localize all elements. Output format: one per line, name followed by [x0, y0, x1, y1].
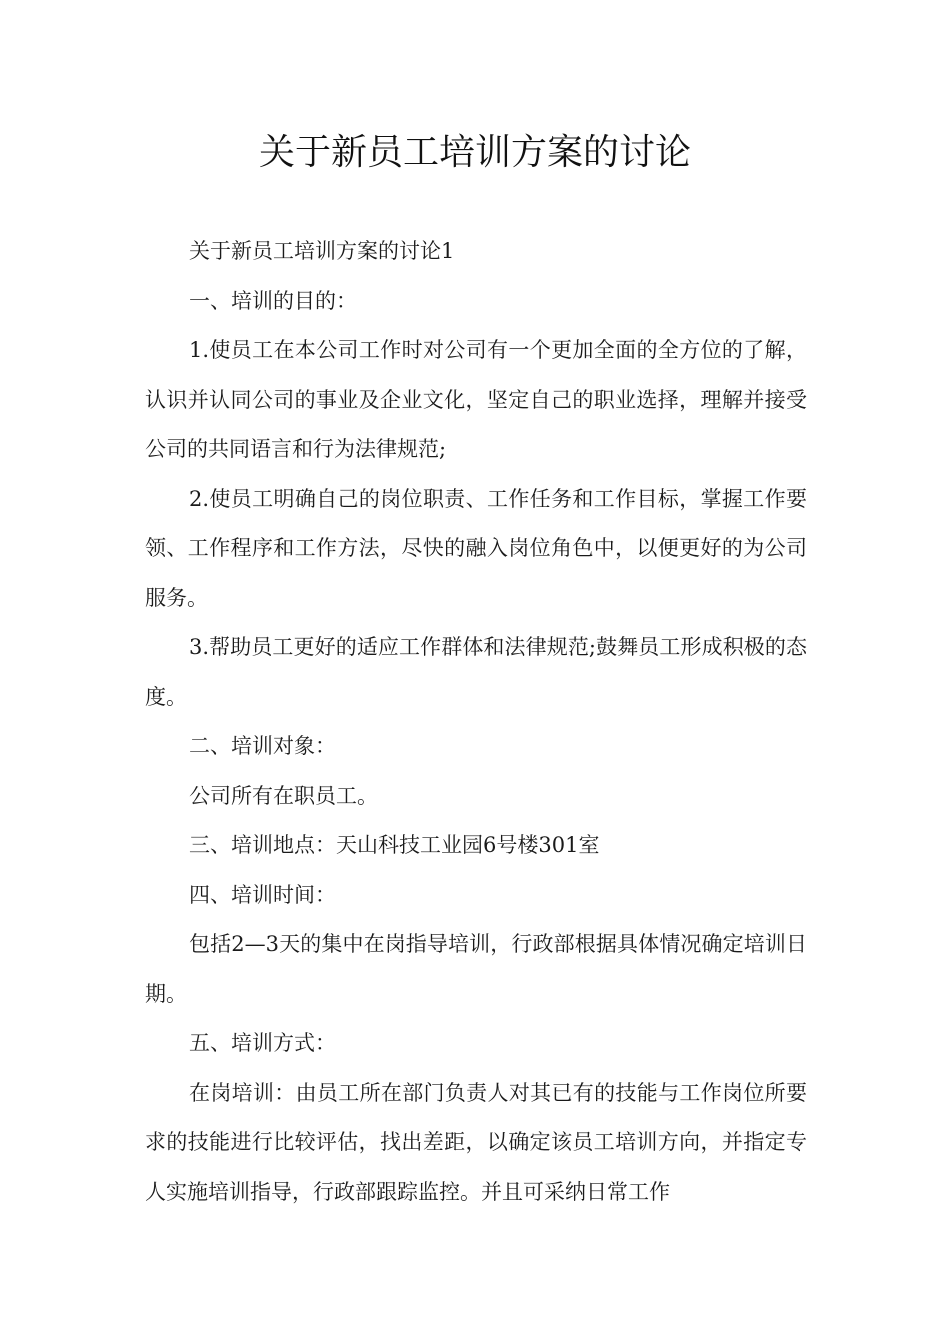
paragraph-purpose-2: 2.使员工明确自己的岗位职责、工作任务和工作目标，掌握工作要领、工作程序和工作方法，尽快的融入岗位角色中，以便更好的为公司服务。	[145, 486, 807, 610]
paragraph-section-location: 三、培训地点：天山科技工业园6号楼301室	[189, 833, 600, 857]
paragraph-section-method: 五、培训方式：	[189, 1031, 336, 1055]
paragraph-subtitle: 关于新员工培训方案的讨论1	[189, 239, 455, 263]
paragraph-section-purpose: 一、培训的目的：	[189, 288, 357, 313]
paragraph-time: 包括2—3天的集中在岗指导培训，行政部根据具体情况确定培训日期。	[145, 932, 807, 1006]
paragraph-target: 公司所有在职员工。	[189, 783, 378, 808]
paragraph-section-time: 四、培训时间：	[189, 882, 336, 907]
paragraph-section-target: 二、培训对象：	[189, 734, 336, 758]
paragraph-method: 在岗培训：由员工所在部门负责人对其已有的技能与工作岗位所要求的技能进行比较评估，找出差距，以确定该员工培训方向，并指定专人实施培训指导，行政部跟踪监控。并且可采纳日常工作	[145, 1080, 807, 1204]
document-title: 关于新员工培训方案的讨论	[258, 132, 691, 173]
document-body	[145, 227, 807, 1217]
paragraph-purpose-1: 1.使员工在本公司工作时对公司有一个更加全面的全方位的了解，认识并认同公司的事业及企业文化，坚定自己的职业选择，理解并接受公司的共同语言和行为法律规范;	[145, 338, 807, 461]
paragraph-purpose-3: 3.帮助员工更好的适应工作群体和法律规范;鼓舞员工形成积极的态度。	[145, 635, 807, 709]
